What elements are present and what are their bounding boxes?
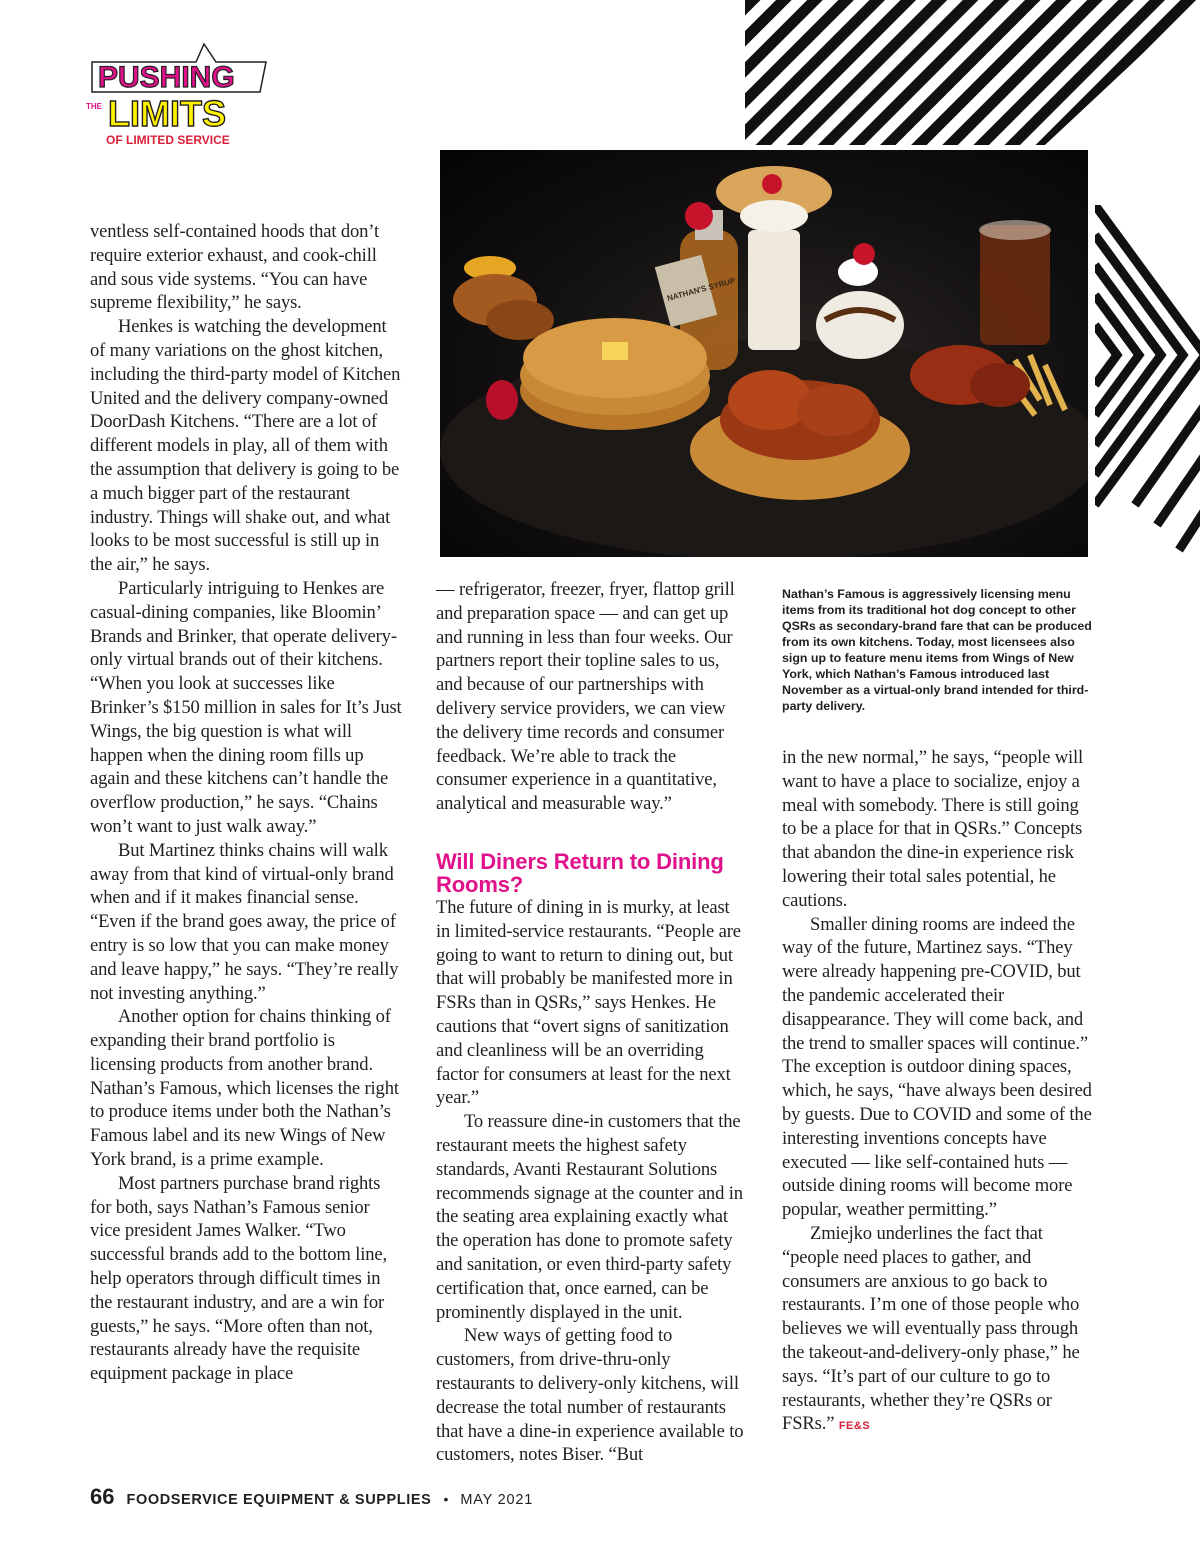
section-subhead: Will Diners Return to Dining Rooms? xyxy=(436,848,724,897)
body-paragraph: New ways of getting food to customers, from drive-thru-only restaurants to delivery-only kitchens, will decrease the total number of restaurants that have a dine-in experience available to customers, notes Biser. “But xyxy=(436,1325,744,1466)
column-3 xyxy=(782,746,1094,1439)
pushing-the-limits-logo xyxy=(84,40,284,150)
photo-caption: Nathan’s Famous is aggressively licensing menu items from its traditional hot dog concept to other QSRs as secondary-brand fare that can be produced from its own kitchens. Today, most licensees also sign up to feature menu items from Wings of New York, which Nathan’s Famous introduced last November as a virtual-only brand intended for third-party delivery. xyxy=(782,587,1092,713)
diagonal-stripes-decoration xyxy=(745,0,1200,145)
body-paragraph: in the new normal,” he says, “people will want to have a place to socialize, enjoy a meal with somebody. There is still going to be a place for that in QSRs.” Concepts that abandon the dine-in experience risk lowering their total sales potential, he cautions. xyxy=(782,747,1084,911)
column-2 xyxy=(436,578,748,1467)
body-paragraph: ventless self-contained hoods that don’t require exterior exhaust, and cook-chill and sous vide systems. “You can have supreme flexibility,” he says. xyxy=(90,221,380,314)
logo-subtitle-text: OF LIMITED SERVICE xyxy=(106,133,230,147)
body-paragraph: The future of dining in is murky, at least in limited-service restaurants. “People are going to want to return to dining out, but that will probably be manifested more in FSRs than in QSRs,” says Henkes. He cautions that “overt signs of sanitization and cleanliness will be an overriding factor for consumers at least for the next year.” xyxy=(436,896,741,1109)
chevron-stripes-decoration xyxy=(1095,205,1200,585)
body-paragraph: Henkes is watching the development of many variations on the ghost kitchen, including the third-party model of Kitchen United and the delivery company-owned DoorDash Kitchens. “There are a lot of different models in play, all of them with the assumption that delivery is going to be a much bigger part of the restaurant industry. Things will shake out, and what looks to be most successful is still up in the air,” he says. xyxy=(90,316,401,576)
body-paragraph xyxy=(782,1222,1094,1439)
body-paragraph-text: Zmiejko underlines the fact that “people need places to gather, and consumers are anxious to go back to restaurants. I’m one of those people who believes we will eventually pass through the takeout-and-delivery-only phase,” he says. “It’s part of our culture to go to restaurants, whether they’re QSRs or FSRs.” xyxy=(782,1222,1080,1435)
body-paragraph: Most partners purchase brand rights for both, says Nathan’s Famous senior vice president James Walker. “Two successful brands add to the bottom line, help operators through difficult times in the restaurant industry, and are a win for guests,” he says. “More often than not, restaurants already have the requisite equipment package in place xyxy=(90,1172,387,1385)
bottle-label: NATHAN'S SYRUP xyxy=(666,276,737,303)
logo-limits-text: LIMITS xyxy=(108,93,226,134)
page-number: 66 xyxy=(90,1484,115,1509)
body-paragraph: Particularly intriguing to Henkes are casual-dining companies, like Bloomin’ Brands and Brinker, that operate delivery-only virtual brands out of their kitchens. “When you look at successes like Brinker’s $150 million in sales for It’s Just Wings, the big question is what will happen when the dining room fills up again and these kitchens can’t handle the overflow production,” he says. “Chains won’t want to just walk away.” xyxy=(90,577,402,837)
body-paragraph: Another option for chains thinking of expanding their brand portfolio is licensing products from another brand. Nathan’s Famous, which licenses the right to produce items under both the Nathan’s Famous label and its new Wings of New York brand, is a prime example. xyxy=(90,1006,399,1171)
issue-date: MAY 2021 xyxy=(460,1492,534,1508)
end-mark: FE&S xyxy=(838,1420,871,1433)
logo-pushing-text: PUSHING xyxy=(98,61,235,94)
body-paragraph: But Martinez thinks chains will walk away from that kind of virtual-only brand when and if it makes financial sense. “Even if the brand goes away, the price of entry is so low that you can make money and leave happy,” he says. “They’re really not investing anything.” xyxy=(90,839,399,1004)
column-1 xyxy=(90,220,402,1386)
food-photo xyxy=(440,150,1088,557)
publication-name: FOODSERVICE EQUIPMENT & SUPPLIES xyxy=(126,1492,432,1508)
footer-separator: • xyxy=(443,1491,449,1507)
body-paragraph: — refrigerator, freezer, fryer, flattop grill and preparation space — and can get up and running in less than four weeks. Our partners report their topline sales to us, and because of our partnerships with delivery service providers, we can view the delivery time records and consumer feedback. We’re able to track the consumer experience in a quantitative, analytical and measurable way.” xyxy=(436,579,735,815)
logo-the-text: THE xyxy=(86,102,102,111)
body-paragraph: Smaller dining rooms are indeed the way of the future, Martinez says. “They were already happening pre-COVID, but the pandemic accelerated their disappearance. They will come back, and the trend to smaller spaces will continue.” The exception is outdoor dining spaces, which, he says, “have always been desired by guests. Due to COVID and some of the interesting inventions concepts have executed — like self-contained huts — outside dining rooms will become more popular, weather permitting.” xyxy=(782,913,1092,1221)
body-paragraph: To reassure dine-in customers that the restaurant meets the highest safety standards, Avanti Restaurant Solutions recommends signage at the counter and in the seating area explaining exactly what the operation has done to promote safety and sanitation, or even third-party safety certification that, once earned, can be prominently displayed in the unit. xyxy=(436,1111,743,1323)
page-footer xyxy=(90,1484,533,1512)
